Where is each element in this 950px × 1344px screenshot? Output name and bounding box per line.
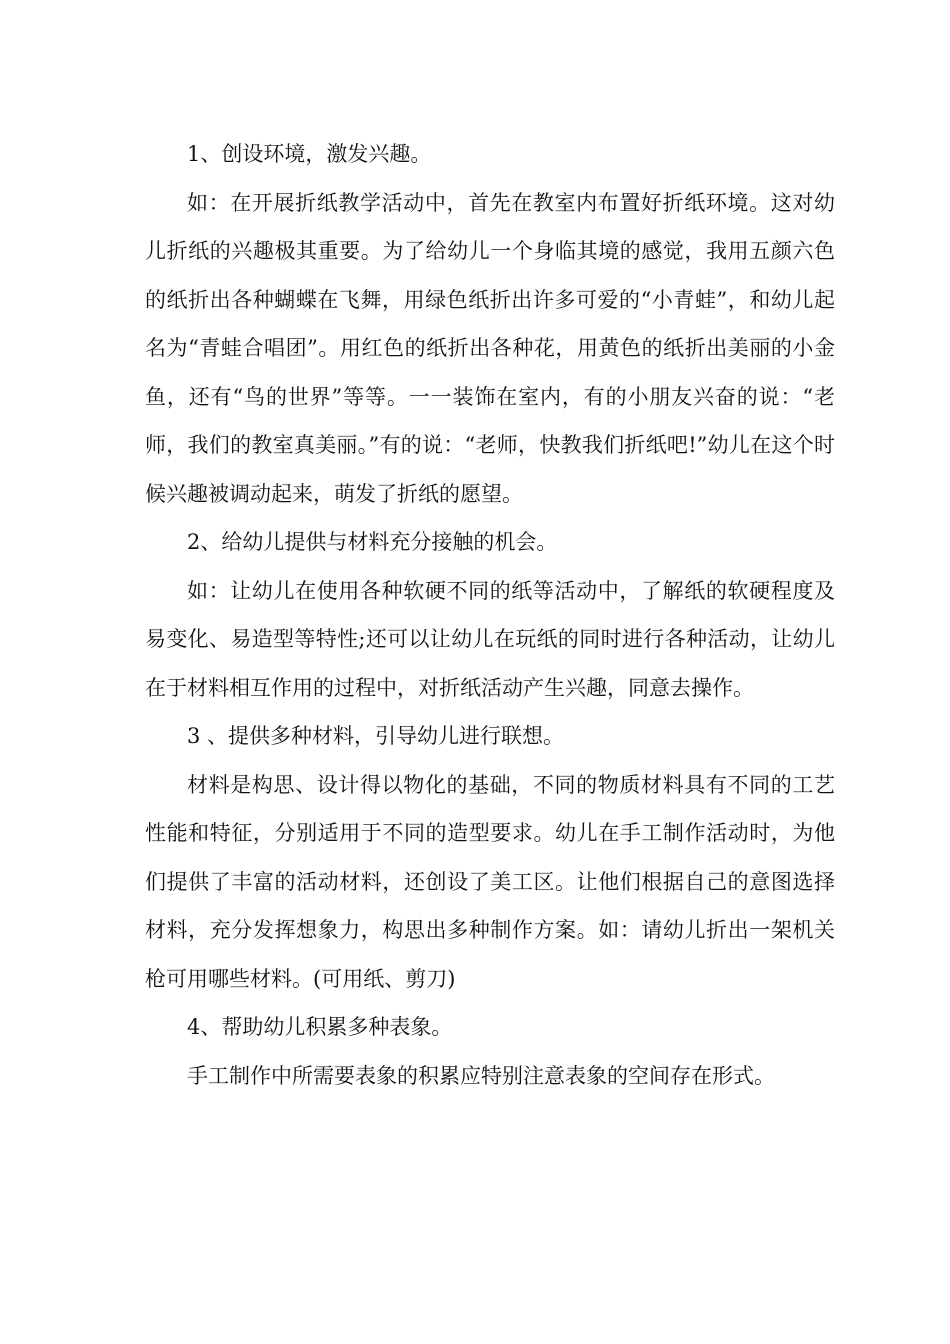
paragraph-3: 材料是构思、设计得以物化的基础，不同的物质材料具有不同的工艺性能和特征，分别适用于不同的造型要求。幼儿在手工制作活动时，为他们提供了丰富的活动材料，还创设了美工区。让他们根据自己的意图选择材料，充分发挥想象力，构思出多种制作方案。如：请幼儿折出一架机关枪可用哪些材料。(可用纸、剪刀) [145, 772, 835, 991]
paragraph-1: 如：在开展折纸教学活动中，首先在教室内布置好折纸环境。这对幼儿折纸的兴趣极其重要。为了给幼儿一个身临其境的感觉，我用五颜六色的纸折出各种蝴蝶在飞舞，用绿色纸折出许多可爱的“小青蛙”，和幼儿起名为“青蛙合唱团”。用红色的纸折出各种花，用黄色的纸折出美丽的小金鱼，还有“鸟的世界”等等。一一装饰在室内，有的小朋友兴奋的说：“老师，我们的教室真美丽。”有的说：“老师，快教我们折纸吧!”幼儿在这个时候兴趣被调动起来，萌发了折纸的愿望。 [145, 190, 835, 506]
section-heading-2: 2、给幼儿提供与材料充分接触的机会。 [187, 530, 558, 554]
document-body [145, 130, 835, 1100]
paragraph-2: 如：让幼儿在使用各种软硬不同的纸等活动中，了解纸的软硬程度及易变化、易造型等特性;还可以让幼儿在玩纸的同时进行各种活动，让幼儿在于材料相互作用的过程中，对折纸活动产生兴趣，同意去操作。 [145, 578, 835, 700]
section-heading-3: 3 、提供多种材料，引导幼儿进行联想。 [187, 724, 565, 748]
paragraph-4: 手工制作中所需要表象的积累应特别注意表象的空间存在形式。 [187, 1063, 775, 1088]
section-heading-1: 1、创设环境，激发兴趣。 [187, 142, 432, 166]
section-heading-4: 4、帮助幼儿积累多种表象。 [187, 1015, 453, 1039]
